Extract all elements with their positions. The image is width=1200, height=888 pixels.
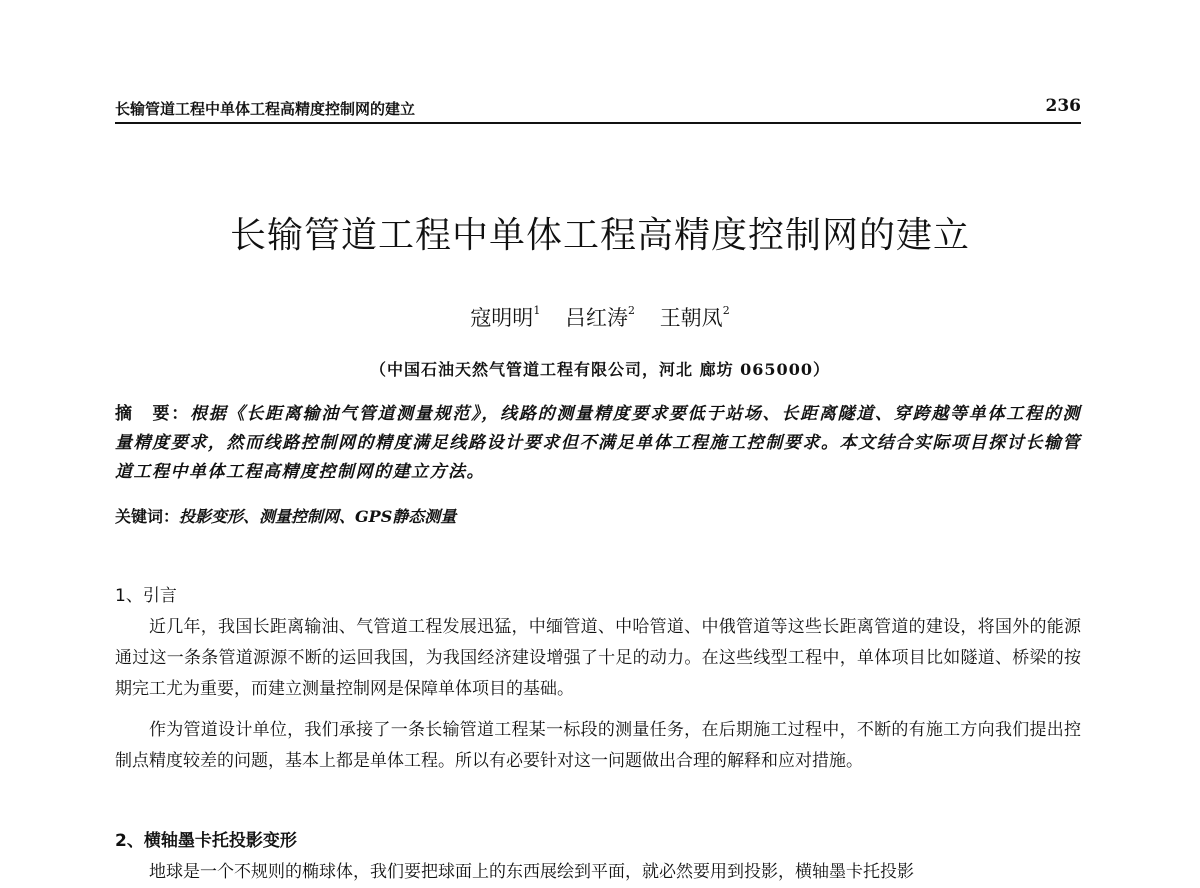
author	[660, 306, 730, 330]
affiliation: （中国石油天然气管道工程有限公司，河北 廊坊 065000）	[370, 360, 830, 379]
affiliation-mark: 1	[533, 304, 541, 317]
body-paragraph: 地球是一个不规则的椭球体，我们要把球面上的东西展绘到平面，就必然要用到投影，横轴墨卡托投影	[149, 862, 914, 882]
abstract	[115, 400, 1081, 487]
section-heading: 2、横轴墨卡托投影变形	[115, 831, 297, 851]
section-heading: 1、引言	[115, 586, 177, 606]
author-list	[0, 302, 1200, 332]
author-name: 吕红涛	[565, 306, 628, 330]
affiliation-mark: 2	[628, 304, 635, 317]
page-number: 236	[1045, 96, 1081, 116]
affiliation-mark: 2	[722, 304, 730, 317]
author-name: 寇明明	[470, 306, 534, 330]
abstract-label: 摘 要：	[115, 404, 190, 424]
keywords	[115, 504, 1081, 530]
running-title: 长输管道工程中单体工程高精度控制网的建立	[115, 100, 416, 118]
keywords-text: 投影变形、测量控制网、GPS静态测量	[179, 507, 457, 526]
author	[470, 306, 540, 330]
keywords-label: 关键词：	[115, 507, 180, 526]
paper-title: 长输管道工程中单体工程高精度控制网的建立	[229, 215, 970, 256]
author-name: 王朝凤	[659, 306, 723, 330]
body-paragraph: 近几年，我国长距离输油、气管道工程发展迅猛，中缅管道、中哈管道、中俄管道等这些长距离管道的建设，将国外的能源通过这一条条管道源源不断的运回我国，为我国经济建设增强了十足的动力。在这些线型工程中，单体项目比如隧道、桥梁的按期完工尤为重要，而建立测量控制网是保障单体项目的基础。	[115, 617, 1081, 699]
running-header	[115, 96, 1081, 124]
body-paragraph: 作为管道设计单位，我们承接了一条长输管道工程某一标段的测量任务，在后期施工过程中，不断的有施工方向我们提出控制点精度较差的问题，基本上都是单体工程。所以有必要针对这一问题做出合理的解释和应对措施。	[115, 720, 1081, 771]
abstract-text: 根据《长距离输油气管道测量规范》，线路的测量精度要求要低于站场、长距离隧道、穿跨越等单体工程的测量精度要求，然而线路控制网的精度满足线路设计要求但不满足单体工程施工控制要求。本文结合实际项目探讨长输管道工程中单体工程高精度控制网的建立方法。	[115, 404, 1082, 482]
author	[565, 306, 635, 330]
